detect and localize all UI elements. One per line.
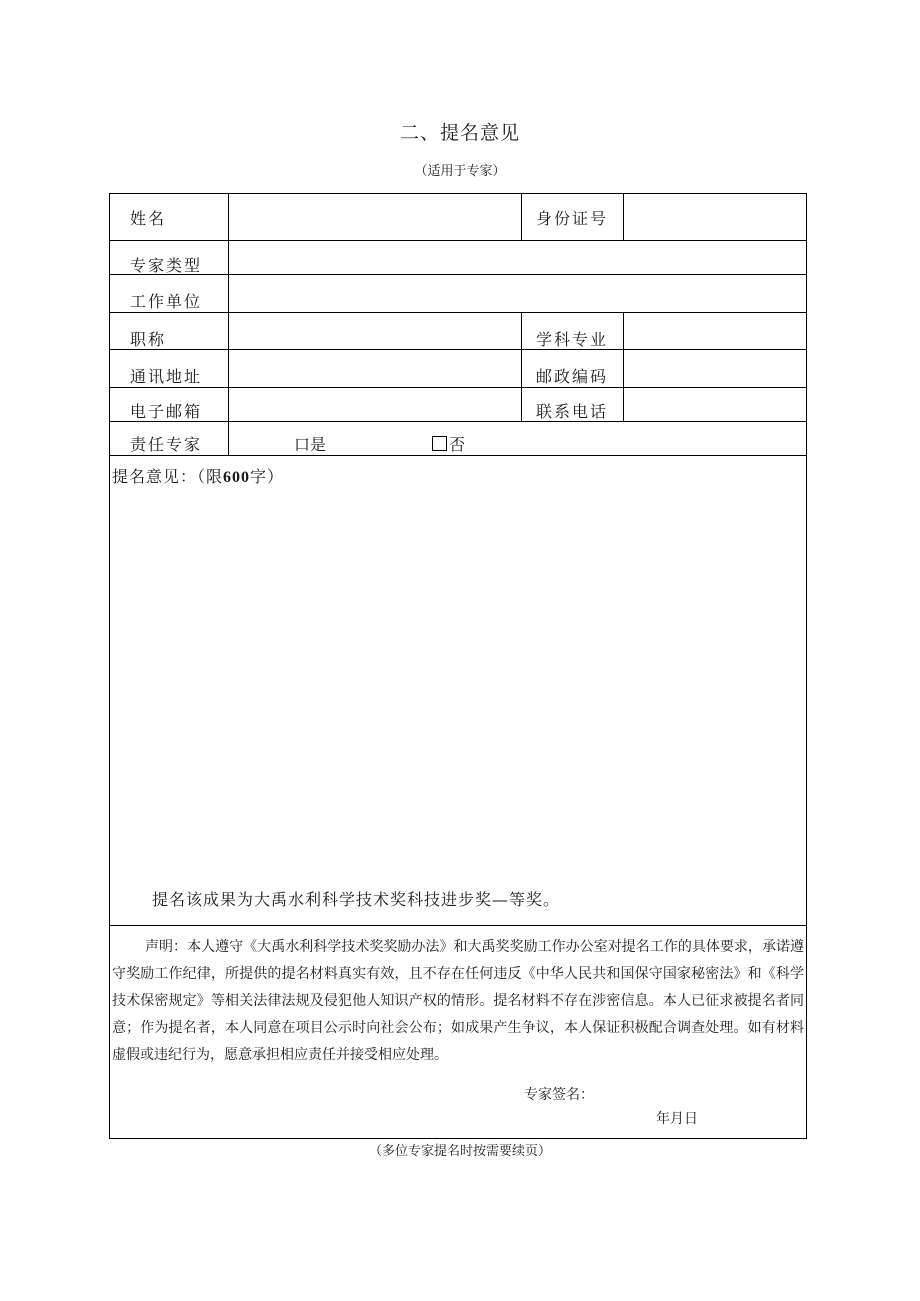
date-label: 年月日 [656, 1111, 698, 1127]
option-no[interactable] [432, 432, 465, 455]
opinion-label-prefix: 提名意见：（限 [112, 467, 224, 486]
id-number-label: 身份证号 [536, 209, 609, 228]
name-label: 姓名 [130, 209, 167, 228]
col-divider [521, 194, 522, 240]
postcode-label: 邮政编码 [536, 367, 609, 386]
nomination-form [109, 193, 807, 1139]
col-divider [521, 312, 522, 421]
page-title: 二、提名意见 [399, 122, 520, 144]
postcode-field[interactable] [624, 350, 806, 387]
work-unit-field[interactable] [229, 275, 806, 312]
opinion-limit: 600 [223, 469, 251, 486]
discipline-field[interactable] [624, 313, 806, 349]
option-yes[interactable]: 口是 [294, 435, 327, 454]
job-title-field[interactable] [229, 313, 521, 349]
row-divider [110, 421, 806, 422]
opinion-label-suffix: 字） [250, 467, 285, 486]
address-label: 通讯地址 [130, 367, 203, 386]
footnote: （多位专家提名时按需要续页） [368, 1144, 551, 1159]
signature-label: 专家签名： [524, 1087, 594, 1103]
responsible-expert-label: 责任专家 [130, 435, 203, 454]
job-title-label: 职称 [130, 330, 167, 349]
phone-field[interactable] [624, 388, 806, 421]
name-field[interactable] [229, 194, 521, 240]
discipline-label: 学科专业 [536, 330, 609, 349]
page-subtitle: （适用于专家） [414, 164, 506, 179]
expert-type-label: 专家类型 [130, 256, 203, 275]
declaration-text: 声明：本人遵守《大禹水利科学技术奖奖励办法》和大禹奖奖励工作办公室对提名工作的具体要求，承诺遵守奖励工作纪律，所提供的提名材料真实有效，且不存在任何违反《中华人民共和国保守国家秘密法》和《科学技术保密规定》等相关法律法规及侵犯他人知识产权的情形。提名材料不存在涉密信息。本人已征求被提名者同意；作为提名者，本人同意在项目公示时向社会公布；如成果产生争议，本人保证积极配合调查处理。如有材料虚假或违纪行为，愿意承担相应责任并接受相应处理。 [112, 939, 804, 1063]
email-label: 电子邮箱 [130, 402, 203, 421]
row-divider [110, 455, 806, 456]
row-divider [110, 925, 806, 926]
opinion-textarea[interactable] [116, 489, 800, 869]
email-field[interactable] [229, 388, 521, 421]
address-field[interactable] [229, 350, 521, 387]
expert-type-field[interactable] [229, 241, 806, 274]
work-unit-label: 工作单位 [130, 292, 203, 311]
id-number-field[interactable] [624, 194, 806, 240]
opinion-label [112, 464, 284, 487]
checkbox-no[interactable] [432, 436, 447, 451]
nomination-sentence: 提名该成果为大禹水利科学技术奖科技进步奖—等奖。 [152, 890, 561, 909]
phone-label: 联系电话 [536, 402, 609, 421]
option-no-label: 否 [449, 435, 466, 454]
